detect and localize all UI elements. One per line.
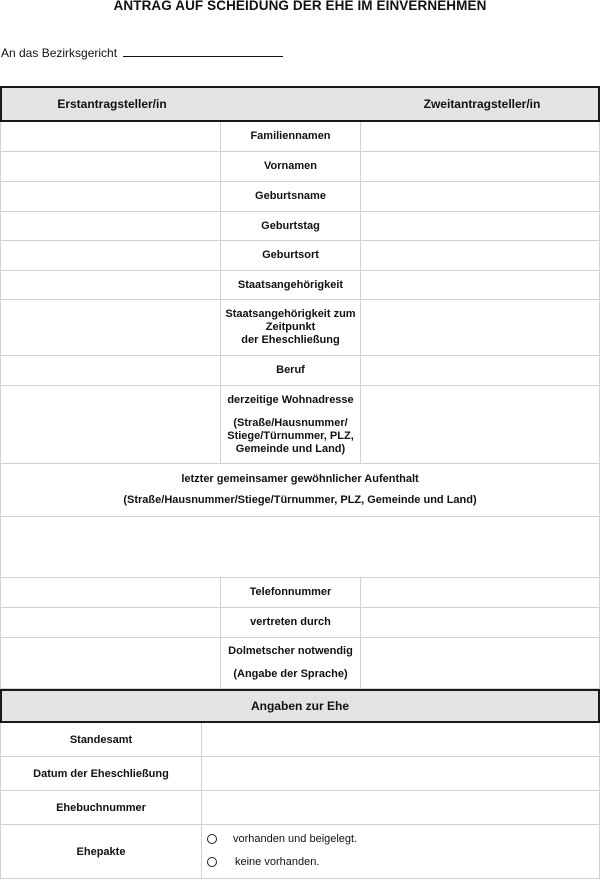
first-applicant-input[interactable] [0, 608, 220, 637]
document-title: ANTRAG AUF SCHEIDUNG DER EHE IM EINVERNEHMEN [113, 0, 487, 13]
second-applicant-input[interactable] [361, 212, 600, 240]
court-label: An das Bezirksgericht [1, 46, 118, 60]
marriage-field-row [0, 757, 600, 791]
marriage-field-input[interactable] [202, 723, 600, 756]
marriage-field-input[interactable] [202, 757, 600, 790]
field-row [0, 182, 600, 212]
field-label [220, 578, 361, 607]
marriage-field-label: Standesamt [0, 723, 202, 756]
second-applicant-heading: Zweitantragsteller/in [423, 97, 541, 111]
field-label-line: Telefonnummer [249, 586, 332, 598]
second-applicant-input[interactable] [361, 608, 600, 637]
field-row [0, 212, 600, 241]
first-applicant-input[interactable] [0, 182, 220, 211]
second-applicant-input[interactable] [361, 578, 600, 607]
common-residence-label: letzter gemeinsamer gewöhnlicher Aufenthalt [181, 473, 419, 485]
radio-circle-icon[interactable] [207, 857, 217, 867]
field-row [0, 241, 600, 271]
field-row [0, 356, 600, 386]
option-contracts-attached[interactable] [207, 833, 357, 845]
field-label-line [221, 407, 360, 417]
marriage-field-label: Ehebuchnummer [0, 791, 202, 824]
second-applicant-input[interactable] [361, 638, 600, 688]
court-name-field[interactable] [123, 44, 283, 57]
field-label-line: Zeitpunkt [265, 321, 316, 333]
marriage-field-label: Datum der Eheschließung [0, 757, 202, 790]
marriage-field-row [0, 791, 600, 825]
field-label-line: derzeitige Wohnadresse [227, 393, 354, 406]
second-applicant-input[interactable] [361, 356, 600, 385]
field-label [220, 608, 361, 637]
second-applicant-input[interactable] [361, 241, 600, 270]
marriage-field-row [0, 723, 600, 757]
field-row [0, 271, 600, 300]
field-row [0, 300, 600, 356]
first-applicant-input[interactable] [0, 271, 220, 299]
second-applicant-input[interactable] [361, 152, 600, 181]
first-applicant-input[interactable] [0, 578, 220, 607]
field-label-line: Dolmetscher notwendig [228, 645, 353, 657]
common-residence-input[interactable] [0, 517, 600, 577]
field-label-line: Geburtsort [262, 249, 319, 261]
option-label: vorhanden und beigelegt. [233, 833, 358, 845]
first-applicant-heading: Erstantragsteller/in [57, 97, 167, 111]
marriage-contracts-row [0, 825, 600, 879]
second-applicant-input[interactable] [361, 182, 600, 211]
marriage-contracts-label: Ehepakte [0, 825, 202, 878]
option-no-contracts[interactable] [207, 856, 319, 868]
field-label [220, 212, 361, 240]
field-label [220, 386, 361, 463]
field-label-line: Familiennamen [250, 130, 331, 142]
field-row [0, 386, 600, 464]
first-applicant-input[interactable] [0, 300, 220, 355]
court-line [1, 44, 283, 60]
common-residence-label-row [0, 464, 600, 517]
field-row [0, 608, 600, 638]
field-label [220, 241, 361, 270]
first-applicant-input[interactable] [0, 356, 220, 385]
field-label-line: Staatsangehörigkeit zum [225, 308, 356, 320]
field-label-line: Geburtstag [261, 219, 320, 232]
field-label-line: (Straße/Hausnummer/ [233, 416, 348, 429]
second-applicant-input[interactable] [361, 386, 600, 463]
first-applicant-input[interactable] [0, 386, 220, 463]
common-residence-label-cell [0, 464, 600, 516]
common-residence-input-row [0, 517, 600, 578]
second-applicant-input[interactable] [361, 122, 600, 151]
second-applicant-input[interactable] [361, 271, 600, 299]
field-label [220, 356, 361, 385]
first-applicant-input[interactable] [0, 152, 220, 181]
marriage-field-input[interactable] [202, 791, 600, 824]
field-row [0, 122, 600, 152]
second-applicant-input[interactable] [361, 300, 600, 355]
field-label [220, 152, 361, 181]
field-row [0, 578, 600, 608]
field-row [0, 152, 600, 182]
field-label [220, 300, 361, 355]
marriage-section-header: Angaben zur Ehe [0, 689, 600, 723]
marriage-contracts-options [202, 825, 600, 878]
field-label-line: (Angabe der Sprache) [233, 668, 348, 680]
field-label [220, 638, 361, 688]
first-applicant-input[interactable] [0, 241, 220, 270]
field-label-line: der Eheschließung [241, 334, 340, 346]
field-row [0, 638, 600, 689]
field-label [220, 122, 361, 151]
radio-circle-icon[interactable] [207, 834, 217, 844]
field-label-line: Gemeinde und Land) [235, 442, 346, 455]
option-label: keine vorhanden. [235, 856, 320, 868]
field-label-line: Staatsangehörigkeit [237, 278, 344, 291]
field-label-line: vertreten durch [250, 616, 331, 628]
field-label-line: Beruf [276, 364, 305, 376]
applicants-header [0, 86, 600, 122]
field-label-line: Stiege/Türnummer, PLZ, [227, 429, 354, 442]
field-label-line: Geburtsname [255, 190, 326, 202]
field-label-line [221, 658, 360, 668]
first-applicant-input[interactable] [0, 638, 220, 688]
field-label [220, 271, 361, 299]
first-applicant-input[interactable] [0, 122, 220, 151]
field-label [220, 182, 361, 211]
first-applicant-input[interactable] [0, 212, 220, 240]
common-residence-hint: (Straße/Hausnummer/Stiege/Türnummer, PLZ, Gemeinde und Land) [123, 494, 477, 506]
field-label-line: Vornamen [264, 160, 317, 172]
